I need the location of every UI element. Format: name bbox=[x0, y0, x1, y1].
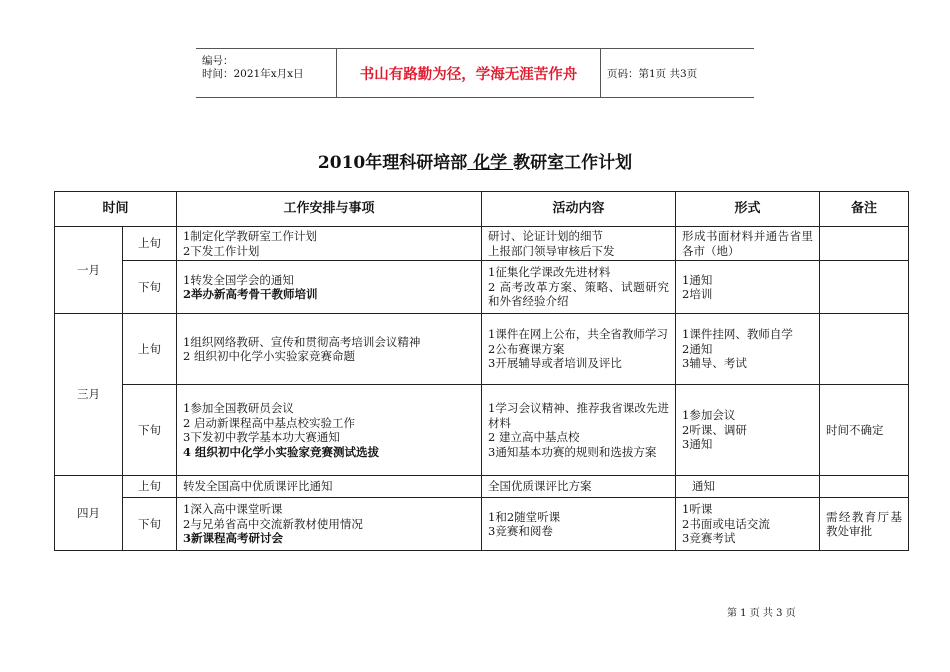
form-item: 1参加会议 bbox=[682, 408, 736, 423]
activity-item: 1征集化学课改先进材料 bbox=[488, 265, 611, 280]
arrangement-item: 3新课程高考研讨会 bbox=[183, 531, 284, 546]
title-year-dept: 2010年理科研培部 bbox=[317, 153, 468, 173]
header-arrangement: 工作安排与事项 bbox=[177, 192, 482, 227]
activity-item: 2公布赛课方案 bbox=[488, 341, 565, 356]
period-cell: 上旬 bbox=[123, 227, 177, 261]
form-cell bbox=[676, 385, 820, 476]
header-form: 形式 bbox=[676, 192, 820, 227]
table-row bbox=[55, 261, 909, 314]
period-cell: 上旬 bbox=[123, 314, 177, 385]
arrangement-cell bbox=[177, 227, 482, 261]
activity-item: 3通知基本功赛的规则和选拔方案 bbox=[488, 444, 657, 459]
number-label: 编号： bbox=[202, 55, 234, 67]
page-title bbox=[0, 148, 950, 173]
table-row bbox=[55, 227, 909, 261]
form-item: 1听课 bbox=[682, 502, 713, 517]
form-item: 2通知 bbox=[682, 341, 713, 356]
form-item: 形成书面材料并通告省里各市（地） bbox=[682, 229, 814, 258]
arrangement-item: 1制定化学教研室工作计划 bbox=[183, 229, 317, 243]
note-text: 需经教育厅基教处审批 bbox=[826, 509, 903, 538]
form-item: 3竞赛考试 bbox=[682, 531, 736, 546]
activity-cell bbox=[482, 314, 676, 385]
note-cell: 时间不确定 bbox=[820, 385, 909, 476]
note-cell bbox=[820, 314, 909, 385]
period-cell: 下旬 bbox=[123, 498, 177, 551]
arrangement-item: 1参加全国教研员会议 bbox=[183, 401, 294, 415]
note-cell bbox=[820, 498, 909, 551]
header-note: 备注 bbox=[820, 192, 909, 227]
arrangement-item: 转发全国高中优质课评比通知 bbox=[183, 479, 333, 494]
arrangement-cell bbox=[177, 314, 482, 385]
form-cell bbox=[676, 261, 820, 314]
activity-item: 1和2随堂听课 bbox=[488, 509, 561, 524]
arrangement-cell bbox=[177, 498, 482, 551]
note-cell bbox=[820, 261, 909, 314]
page-footer: 第 1 页 共 3 页 bbox=[727, 608, 796, 619]
period-cell: 下旬 bbox=[123, 261, 177, 314]
activity-item: 1课件在网上公布，共全省教师学习 bbox=[488, 327, 668, 342]
activity-item: 3竞赛和阅卷 bbox=[488, 524, 553, 538]
note-cell bbox=[820, 476, 909, 498]
form-item: 1课件挂网、教师自学 bbox=[682, 327, 793, 342]
arrangement-cell bbox=[177, 385, 482, 476]
arrangement-cell bbox=[177, 476, 482, 498]
form-cell bbox=[676, 476, 820, 498]
arrangement-item: 2 组织初中化学小实验家竞赛命题 bbox=[183, 349, 355, 363]
arrangement-item: 4 组织初中化学小实验家竞赛测试选拔 bbox=[183, 444, 380, 459]
month-cell: 一月 bbox=[55, 227, 123, 314]
form-item: 2培训 bbox=[682, 287, 713, 301]
title-rest: 教研室工作计划 bbox=[513, 153, 633, 173]
activity-item: 3开展辅导或者培训及评比 bbox=[488, 356, 622, 371]
form-item: 3辅导、考试 bbox=[682, 356, 747, 371]
table-row bbox=[55, 476, 909, 498]
header-time: 时间 bbox=[55, 192, 177, 227]
table-row bbox=[55, 498, 909, 551]
activity-item: 2 高考改革方案、策略、试题研究和外省经验介绍 bbox=[488, 279, 670, 309]
period-cell: 上旬 bbox=[123, 476, 177, 498]
activity-cell bbox=[482, 498, 676, 551]
header-meta bbox=[196, 49, 336, 97]
arrangement-item: 2与兄弟省高中交流新教材使用情况 bbox=[183, 516, 363, 531]
activity-item: 全国优质课评比方案 bbox=[488, 479, 592, 494]
note-cell bbox=[820, 227, 909, 261]
form-cell bbox=[676, 227, 820, 261]
header-activity: 活动内容 bbox=[482, 192, 676, 227]
activity-cell bbox=[482, 476, 676, 498]
table-row bbox=[55, 385, 909, 476]
page-label: 页码：第1页 共3页 bbox=[607, 67, 698, 80]
work-plan-table bbox=[54, 191, 909, 551]
month-cell: 三月 bbox=[55, 314, 123, 476]
form-item: 2书面或电话交流 bbox=[682, 516, 770, 531]
activity-item: 1学习会议精神、推荐我省课改先进材料 bbox=[488, 401, 670, 430]
arrangement-item: 2下发工作计划 bbox=[183, 243, 260, 258]
activity-item: 2 建立高中基点校 bbox=[488, 430, 580, 444]
month-cell: 四月 bbox=[55, 476, 123, 551]
form-cell bbox=[676, 498, 820, 551]
arrangement-item: 2 启动新课程高中基点校实验工作 bbox=[183, 415, 355, 430]
form-cell bbox=[676, 314, 820, 385]
table-row bbox=[55, 314, 909, 385]
motto: 书山有路勤为径，学海无涯苦作舟 bbox=[336, 49, 601, 97]
arrangement-item: 1组织网络教研、宣传和贯彻高考培训会议精神 bbox=[183, 334, 421, 349]
period-cell: 下旬 bbox=[123, 385, 177, 476]
form-item: 1通知 bbox=[682, 272, 713, 287]
activity-item: 上报部门领导审核后下发 bbox=[488, 243, 615, 258]
document-header bbox=[196, 48, 754, 98]
title-subject: 化学 bbox=[467, 153, 514, 173]
arrangement-item: 1深入高中课堂听课 bbox=[183, 502, 283, 517]
activity-cell bbox=[482, 261, 676, 314]
form-item: 通知 bbox=[692, 479, 716, 494]
activity-item: 研讨、论证计划的细节 bbox=[488, 229, 604, 243]
table-header-row bbox=[55, 192, 909, 227]
arrangement-item: 2举办新高考骨干教师培训 bbox=[183, 287, 318, 301]
form-item: 2听课、调研 bbox=[682, 422, 747, 437]
arrangement-item: 3下发初中教学基本功大赛通知 bbox=[183, 430, 340, 444]
arrangement-cell bbox=[177, 261, 482, 314]
form-item: 3通知 bbox=[682, 437, 713, 452]
arrangement-item: 1转发全国学会的通知 bbox=[183, 272, 294, 287]
time-label: 时间：2021年x月x日 bbox=[202, 68, 304, 80]
activity-cell bbox=[482, 227, 676, 261]
activity-cell bbox=[482, 385, 676, 476]
